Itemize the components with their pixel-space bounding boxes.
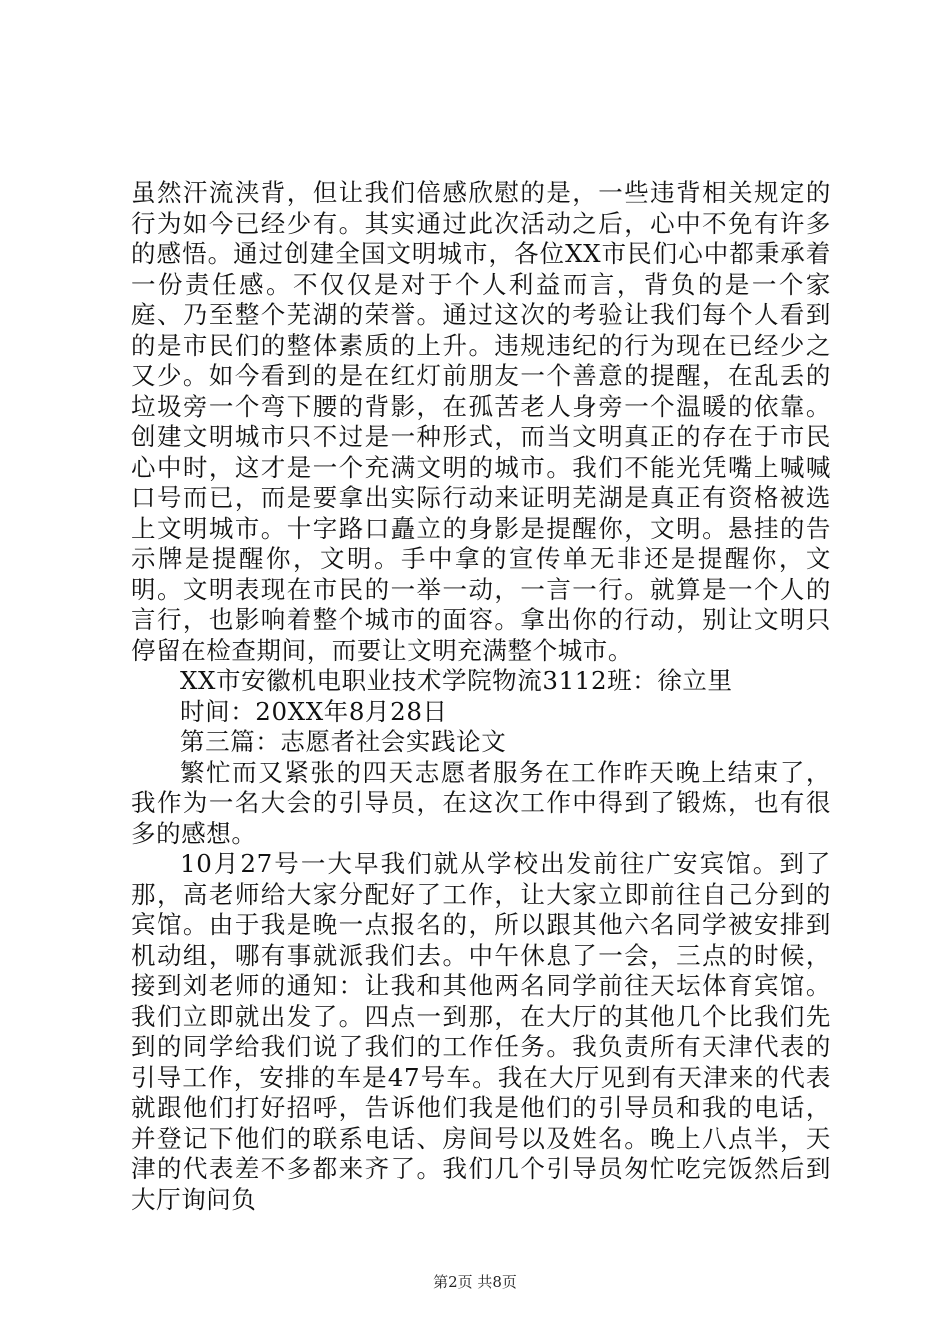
page-footer: 第2页 共8页: [433, 1273, 517, 1291]
document-body: [131, 178, 831, 1215]
section-heading: 第三篇：志愿者社会实践论文: [180, 727, 507, 756]
paragraph-intro: 繁忙而又紧张的四天志愿者服务在工作昨天晚上结束了，我作为一名大会的引导员，在这次工作中得到了锻炼，也有很多的感想。: [131, 757, 831, 848]
author-signature: XX市安徽机电职业技术学院物流3112班：徐立里: [180, 666, 733, 695]
paragraph-narrative: 10月27号一大早我们就从学校出发前往广安宾馆。到了那，高老师给大家分配好了工作，让大家立即前往自己分到的宾馆。由于我是晚一点报名的，所以跟其他六名同学被安排到机动组，哪有事就派我们去。中午休息了一会，三点的时候，接到刘老师的通知：让我和其他两名同学前往天坛体育宾馆。我们立即就出发了。四点一到那，在大厅的其他几个比我们先到的同学给我们说了我们的工作任务。我负责所有天津代表的引导工作，安排的车是47号车。我在大厅见到有天津来的代表就跟他们打好招呼，告诉他们我是他们的引导员和我的电话，并登记下他们的联系电话、房间号以及姓名。晚上八点半，天津的代表差不多都来齐了。我们几个引导员匆忙吃完饭然后到大厅询问负: [131, 849, 831, 1214]
paragraph-continuation: 虽然汗流浃背，但让我们倍感欣慰的是，一些违背相关规定的行为如今已经少有。其实通过此次活动之后，心中不免有许多的感悟。通过创建全国文明城市，各位XX市民们心中都秉承着一份责任感。不仅仅是对于个人利益而言，背负的是一个家庭、乃至整个芜湖的荣誉。通过这次的考验让我们每个人看到的是市民们的整体素质的上升。违规违纪的行为现在已经少之又少。如今看到的是在红灯前朋友一个善意的提醒，在乱丢的垃圾旁一个弯下腰的背影，在孤苦老人身旁一个温暖的依靠。创建文明城市只不过是一种形式，而当文明真正的存在于市民心中时，这才是一个充满文明的城市。我们不能光凭嘴上喊喊口号而已，而是要拿出实际行动来证明芜湖是真正有资格被选上文明城市。十字路口矗立的身影是提醒你，文明。悬挂的告示牌是提醒你，文明。手中拿的宣传单无非还是提醒你，文明。文明表现在市民的一举一动，一言一行。就算是一个人的言行，也影响着整个城市的面容。拿出你的行动，别让文明只停留在检查期间，而要让文明充满整个城市。: [131, 178, 831, 665]
date-line: 时间：20XX年8月28日: [180, 696, 448, 726]
